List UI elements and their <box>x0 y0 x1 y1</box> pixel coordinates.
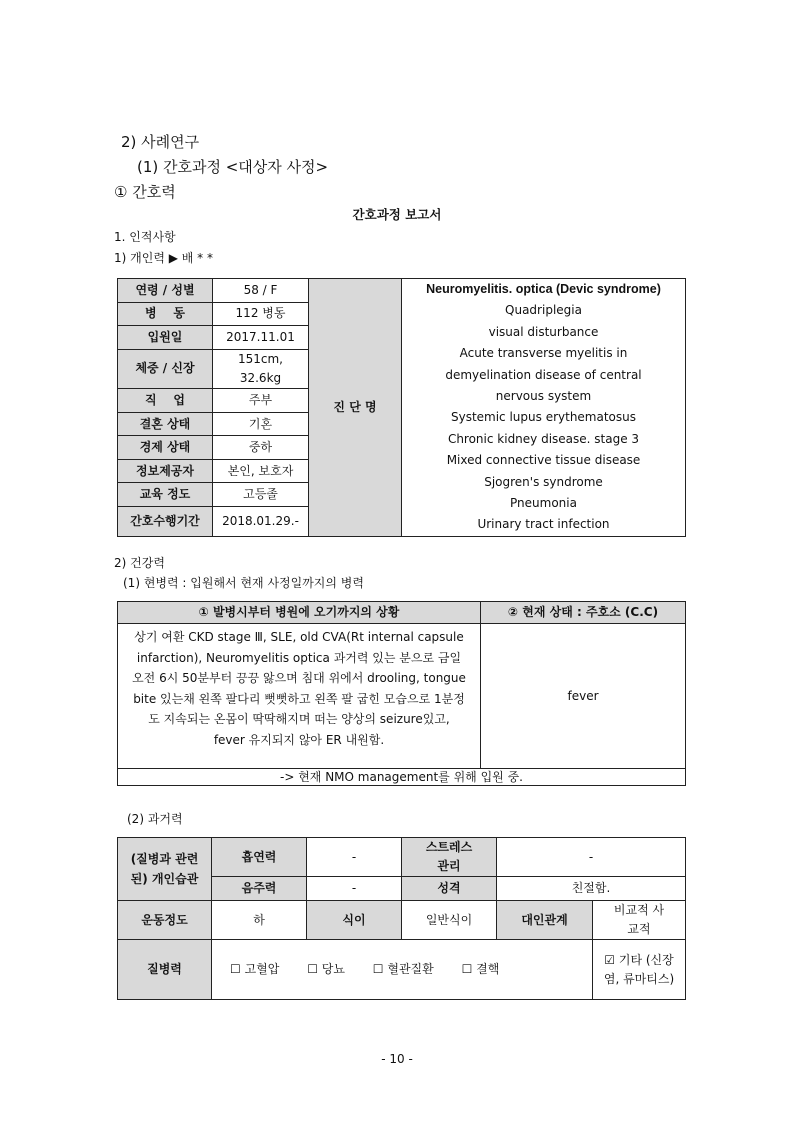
onset-header: ① 발병시부터 병원에 오기까지의 상황 <box>118 602 481 624</box>
diagnosis-line: nervous system <box>495 388 592 403</box>
part1-heading: 1. 인적사항 <box>114 230 176 244</box>
diagnosis-line: Sjogren's syndrome <box>484 474 603 489</box>
label-informant: 정보제공자 <box>118 459 213 483</box>
relation-value: 비교적 사교적 <box>593 901 686 940</box>
disease-history-label: 질병력 <box>118 940 212 1000</box>
diagnosis-cell <box>402 279 686 537</box>
label-marital-status: 결혼 상태 <box>118 412 213 436</box>
page-number: - 10 - <box>381 1052 413 1066</box>
value-admission-date: 2017.11.01 <box>213 326 309 350</box>
label-ward: 병 동 <box>118 302 213 326</box>
current-state-value: fever <box>481 624 686 769</box>
smoking-label: 흡연력 <box>212 838 307 877</box>
label-admission-date: 입원일 <box>118 326 213 350</box>
value-weight-height: 151cm, 32.6kg <box>213 349 309 389</box>
label-weight-height: 체중 / 신장 <box>118 349 213 389</box>
tuberculosis-checkbox[interactable]: ☐ 결핵 <box>461 962 500 976</box>
diet-label: 식이 <box>307 901 402 940</box>
drinking-value: - <box>307 877 402 901</box>
value-age-sex: 58 / F <box>213 279 309 303</box>
diagnosis-primary: Neuromyelitis. optica (Devic syndrome) <box>426 282 661 296</box>
report-title: 간호과정 보고서 <box>352 207 442 222</box>
label-care-period: 간호수행기간 <box>118 507 213 537</box>
value-occupation: 주부 <box>213 389 309 413</box>
section-title: 2) 사례연구 <box>121 133 200 151</box>
diagnosis-line: Urinary tract infection <box>477 517 610 532</box>
exercise-value: 하 <box>212 901 307 940</box>
diagnosis-line: Chronic kidney disease. stage 3 <box>447 431 640 446</box>
hypertension-checkbox[interactable]: ☐ 고혈압 <box>230 962 280 976</box>
stress-label: 스트레스 관리 <box>402 838 497 877</box>
history-text: 상기 여환 CKD stage Ⅲ, SLE, old CVA(Rt internal capsule infarction), Neuromyelitis optica 과거력 있는 분으로 금일 오전 6시 50분부터 끙끙 앓으며 침대 위에서 drooling, tongue bite 있는채 왼쪽 팔다리 뻣뻣하고 왼쪽 팔 굽힌 모습으로 1분정도 지속되는 온몸이 딱딱해지며 떠는 양상의 seizure있고, fever 유지되지 않아 ER 내원함. <box>132 630 466 747</box>
admission-note: -> 현재 NMO management를 위해 입원 중. <box>118 769 686 786</box>
past-history-table <box>117 837 686 1000</box>
value-ward: 112 병동 <box>213 302 309 326</box>
diagnosis-line: Mixed connective tissue disease <box>446 453 641 468</box>
label-economic-status: 경제 상태 <box>118 436 213 460</box>
past-history-heading: (2) 과거력 <box>127 812 183 826</box>
diagnosis-line: visual disturbance <box>488 324 599 339</box>
diabetes-checkbox[interactable]: ☐ 당뇨 <box>307 962 345 976</box>
part1-subheading: 1) 개인력 ▶ 배 * * <box>114 251 213 265</box>
value-economic-status: 중하 <box>213 436 309 460</box>
label-occupation: 직 업 <box>118 389 213 413</box>
diagnosis-line: Acute transverse myelitis in <box>459 346 628 361</box>
personal-info-table <box>117 278 686 537</box>
drinking-label: 음주력 <box>212 877 307 901</box>
vascular-disease-checkbox[interactable]: ☐ 혈관질환 <box>372 962 434 976</box>
diagnosis-line: demyelination disease of central <box>445 367 642 382</box>
section-subtitle: (1) 간호과정 <대상자 사정> <box>137 158 329 176</box>
value-education: 고등졸 <box>213 483 309 507</box>
smoking-value: - <box>307 838 402 877</box>
personality-label: 성격 <box>402 877 497 901</box>
diet-value: 일반식이 <box>402 901 497 940</box>
personality-value: 친절함. <box>497 877 686 901</box>
value-informant: 본인, 보호자 <box>213 459 309 483</box>
present-illness-heading: (1) 현병력 : 입원해서 현재 사정일까지의 병력 <box>123 576 364 590</box>
diagnosis-line: Pneumonia <box>510 495 577 510</box>
habits-group-label: (질병과 관련된) 개인습관 <box>118 838 212 901</box>
relation-label: 대인관계 <box>497 901 593 940</box>
diagnosis-line: Quadriplegia <box>505 303 582 318</box>
current-state-header: ② 현재 상태 : 주호소 (C.C) <box>481 602 686 624</box>
value-care-period: 2018.01.29.- <box>213 507 309 537</box>
section-item: ① 간호력 <box>114 183 176 201</box>
disease-options <box>212 940 593 1000</box>
stress-value: - <box>497 838 686 877</box>
diagnosis-line: Systemic lupus erythematosus <box>450 410 637 425</box>
exercise-label: 운동정도 <box>118 901 212 940</box>
value-marital-status: 기혼 <box>213 412 309 436</box>
part2-heading: 2) 건강력 <box>114 556 165 570</box>
history-cell <box>118 624 481 769</box>
diagnosis-label: 진 단 명 <box>309 279 402 537</box>
other-disease-checkbox[interactable]: ☑ 기타 (신장염, 류마티스) <box>593 940 686 1000</box>
present-illness-table <box>117 601 686 786</box>
label-education: 교육 정도 <box>118 483 213 507</box>
label-age-sex: 연령 / 성별 <box>118 279 213 303</box>
